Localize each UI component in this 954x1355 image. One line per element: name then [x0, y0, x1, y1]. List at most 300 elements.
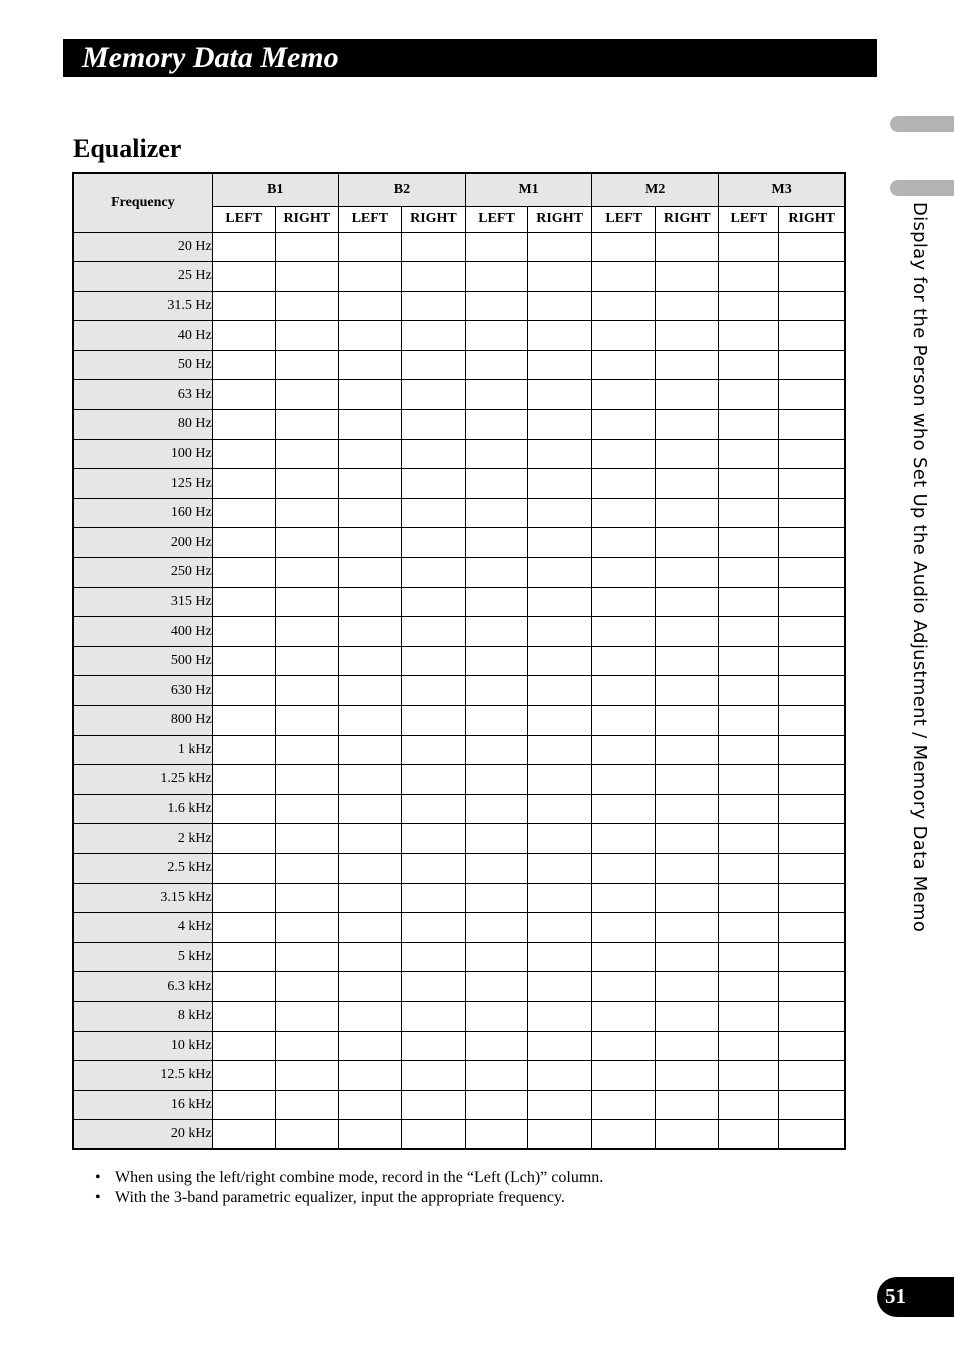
value-cell-left[interactable] — [592, 676, 656, 706]
value-cell-right[interactable] — [275, 291, 338, 321]
value-cell-left[interactable] — [592, 617, 656, 647]
value-cell-left[interactable] — [719, 439, 779, 469]
value-cell-right[interactable] — [656, 262, 719, 292]
value-cell-right[interactable] — [656, 321, 719, 351]
value-cell-left[interactable] — [212, 321, 275, 351]
value-cell-right[interactable] — [275, 883, 338, 913]
value-cell-left[interactable] — [719, 350, 779, 380]
value-cell-right[interactable] — [779, 1120, 845, 1150]
value-cell-right[interactable] — [401, 350, 465, 380]
value-cell-left[interactable] — [719, 1120, 779, 1150]
value-cell-right[interactable] — [401, 1120, 465, 1150]
value-cell-left[interactable] — [338, 853, 401, 883]
value-cell-right[interactable] — [275, 646, 338, 676]
value-cell-left[interactable] — [592, 765, 656, 795]
value-cell-left[interactable] — [212, 765, 275, 795]
value-cell-left[interactable] — [719, 469, 779, 499]
value-cell-left[interactable] — [338, 350, 401, 380]
value-cell-left[interactable] — [465, 528, 527, 558]
value-cell-right[interactable] — [656, 913, 719, 943]
value-cell-left[interactable] — [592, 706, 656, 736]
value-cell-right[interactable] — [401, 765, 465, 795]
value-cell-right[interactable] — [528, 469, 592, 499]
value-cell-right[interactable] — [401, 291, 465, 321]
value-cell-left[interactable] — [465, 883, 527, 913]
value-cell-left[interactable] — [719, 1031, 779, 1061]
value-cell-right[interactable] — [401, 1061, 465, 1091]
value-cell-left[interactable] — [465, 646, 527, 676]
value-cell-right[interactable] — [528, 498, 592, 528]
value-cell-right[interactable] — [779, 617, 845, 647]
value-cell-left[interactable] — [465, 1061, 527, 1091]
value-cell-left[interactable] — [338, 232, 401, 262]
value-cell-left[interactable] — [719, 1001, 779, 1031]
value-cell-right[interactable] — [275, 528, 338, 558]
value-cell-left[interactable] — [465, 410, 527, 440]
value-cell-right[interactable] — [401, 646, 465, 676]
value-cell-right[interactable] — [401, 321, 465, 351]
value-cell-right[interactable] — [528, 410, 592, 440]
value-cell-left[interactable] — [592, 498, 656, 528]
value-cell-left[interactable] — [592, 380, 656, 410]
value-cell-right[interactable] — [528, 883, 592, 913]
value-cell-right[interactable] — [401, 1090, 465, 1120]
value-cell-right[interactable] — [779, 232, 845, 262]
value-cell-right[interactable] — [528, 794, 592, 824]
value-cell-left[interactable] — [719, 942, 779, 972]
value-cell-right[interactable] — [401, 587, 465, 617]
value-cell-left[interactable] — [465, 676, 527, 706]
value-cell-left[interactable] — [719, 913, 779, 943]
value-cell-right[interactable] — [656, 972, 719, 1002]
value-cell-right[interactable] — [779, 558, 845, 588]
value-cell-left[interactable] — [212, 706, 275, 736]
value-cell-right[interactable] — [528, 1090, 592, 1120]
value-cell-right[interactable] — [528, 735, 592, 765]
value-cell-right[interactable] — [401, 735, 465, 765]
value-cell-right[interactable] — [528, 321, 592, 351]
value-cell-right[interactable] — [401, 1001, 465, 1031]
value-cell-right[interactable] — [779, 794, 845, 824]
value-cell-left[interactable] — [212, 350, 275, 380]
value-cell-right[interactable] — [528, 439, 592, 469]
value-cell-right[interactable] — [779, 291, 845, 321]
value-cell-left[interactable] — [719, 528, 779, 558]
value-cell-left[interactable] — [338, 321, 401, 351]
value-cell-left[interactable] — [719, 824, 779, 854]
value-cell-left[interactable] — [719, 291, 779, 321]
value-cell-right[interactable] — [401, 232, 465, 262]
value-cell-right[interactable] — [401, 794, 465, 824]
value-cell-left[interactable] — [212, 528, 275, 558]
value-cell-left[interactable] — [338, 646, 401, 676]
value-cell-right[interactable] — [779, 883, 845, 913]
value-cell-right[interactable] — [275, 794, 338, 824]
value-cell-left[interactable] — [592, 291, 656, 321]
value-cell-left[interactable] — [212, 558, 275, 588]
value-cell-left[interactable] — [212, 262, 275, 292]
value-cell-left[interactable] — [338, 735, 401, 765]
value-cell-right[interactable] — [779, 1090, 845, 1120]
value-cell-left[interactable] — [592, 972, 656, 1002]
value-cell-left[interactable] — [465, 794, 527, 824]
value-cell-right[interactable] — [275, 558, 338, 588]
value-cell-left[interactable] — [592, 321, 656, 351]
value-cell-left[interactable] — [338, 410, 401, 440]
value-cell-left[interactable] — [592, 1001, 656, 1031]
value-cell-right[interactable] — [656, 735, 719, 765]
value-cell-right[interactable] — [275, 587, 338, 617]
value-cell-left[interactable] — [465, 913, 527, 943]
value-cell-right[interactable] — [779, 646, 845, 676]
value-cell-left[interactable] — [592, 587, 656, 617]
value-cell-left[interactable] — [212, 913, 275, 943]
value-cell-right[interactable] — [656, 498, 719, 528]
value-cell-right[interactable] — [401, 410, 465, 440]
value-cell-right[interactable] — [779, 1031, 845, 1061]
value-cell-right[interactable] — [275, 439, 338, 469]
value-cell-left[interactable] — [592, 735, 656, 765]
value-cell-right[interactable] — [528, 1001, 592, 1031]
value-cell-right[interactable] — [656, 617, 719, 647]
value-cell-right[interactable] — [528, 528, 592, 558]
value-cell-right[interactable] — [275, 350, 338, 380]
value-cell-right[interactable] — [779, 676, 845, 706]
value-cell-left[interactable] — [465, 469, 527, 499]
value-cell-right[interactable] — [401, 883, 465, 913]
value-cell-left[interactable] — [212, 853, 275, 883]
value-cell-right[interactable] — [401, 262, 465, 292]
value-cell-left[interactable] — [465, 232, 527, 262]
value-cell-right[interactable] — [275, 262, 338, 292]
value-cell-left[interactable] — [338, 528, 401, 558]
value-cell-right[interactable] — [779, 321, 845, 351]
value-cell-left[interactable] — [719, 794, 779, 824]
value-cell-left[interactable] — [719, 883, 779, 913]
value-cell-right[interactable] — [528, 972, 592, 1002]
value-cell-left[interactable] — [719, 1061, 779, 1091]
value-cell-left[interactable] — [719, 232, 779, 262]
value-cell-right[interactable] — [401, 853, 465, 883]
value-cell-left[interactable] — [719, 765, 779, 795]
value-cell-right[interactable] — [401, 498, 465, 528]
value-cell-right[interactable] — [528, 646, 592, 676]
value-cell-left[interactable] — [592, 232, 656, 262]
value-cell-right[interactable] — [401, 617, 465, 647]
value-cell-right[interactable] — [779, 972, 845, 1002]
value-cell-right[interactable] — [401, 558, 465, 588]
value-cell-left[interactable] — [465, 291, 527, 321]
value-cell-right[interactable] — [401, 972, 465, 1002]
value-cell-right[interactable] — [656, 410, 719, 440]
value-cell-left[interactable] — [592, 794, 656, 824]
value-cell-right[interactable] — [656, 883, 719, 913]
value-cell-left[interactable] — [465, 824, 527, 854]
value-cell-right[interactable] — [275, 232, 338, 262]
value-cell-right[interactable] — [779, 469, 845, 499]
value-cell-left[interactable] — [212, 498, 275, 528]
value-cell-left[interactable] — [719, 735, 779, 765]
value-cell-right[interactable] — [528, 913, 592, 943]
value-cell-right[interactable] — [528, 380, 592, 410]
value-cell-left[interactable] — [338, 262, 401, 292]
value-cell-right[interactable] — [401, 676, 465, 706]
value-cell-right[interactable] — [779, 853, 845, 883]
value-cell-right[interactable] — [656, 1001, 719, 1031]
value-cell-right[interactable] — [528, 617, 592, 647]
value-cell-left[interactable] — [719, 706, 779, 736]
value-cell-left[interactable] — [338, 794, 401, 824]
value-cell-left[interactable] — [465, 439, 527, 469]
value-cell-right[interactable] — [275, 735, 338, 765]
value-cell-left[interactable] — [212, 439, 275, 469]
value-cell-right[interactable] — [779, 913, 845, 943]
value-cell-right[interactable] — [528, 824, 592, 854]
value-cell-right[interactable] — [275, 765, 338, 795]
value-cell-right[interactable] — [779, 765, 845, 795]
value-cell-left[interactable] — [465, 1090, 527, 1120]
value-cell-left[interactable] — [212, 1031, 275, 1061]
value-cell-left[interactable] — [592, 646, 656, 676]
value-cell-right[interactable] — [528, 942, 592, 972]
value-cell-left[interactable] — [338, 765, 401, 795]
value-cell-left[interactable] — [719, 646, 779, 676]
value-cell-right[interactable] — [275, 942, 338, 972]
value-cell-left[interactable] — [592, 853, 656, 883]
value-cell-right[interactable] — [656, 558, 719, 588]
value-cell-left[interactable] — [592, 469, 656, 499]
value-cell-left[interactable] — [212, 883, 275, 913]
value-cell-left[interactable] — [338, 824, 401, 854]
value-cell-left[interactable] — [465, 350, 527, 380]
value-cell-right[interactable] — [656, 706, 719, 736]
value-cell-right[interactable] — [275, 1001, 338, 1031]
value-cell-left[interactable] — [719, 410, 779, 440]
value-cell-right[interactable] — [275, 617, 338, 647]
value-cell-left[interactable] — [338, 469, 401, 499]
value-cell-right[interactable] — [528, 587, 592, 617]
value-cell-left[interactable] — [592, 1120, 656, 1150]
value-cell-right[interactable] — [275, 1031, 338, 1061]
value-cell-right[interactable] — [656, 942, 719, 972]
value-cell-right[interactable] — [779, 1001, 845, 1031]
value-cell-left[interactable] — [465, 706, 527, 736]
value-cell-left[interactable] — [338, 913, 401, 943]
value-cell-left[interactable] — [338, 1061, 401, 1091]
value-cell-left[interactable] — [338, 291, 401, 321]
value-cell-right[interactable] — [656, 469, 719, 499]
value-cell-right[interactable] — [656, 1031, 719, 1061]
value-cell-left[interactable] — [212, 942, 275, 972]
value-cell-left[interactable] — [465, 765, 527, 795]
value-cell-left[interactable] — [719, 853, 779, 883]
value-cell-right[interactable] — [656, 528, 719, 558]
value-cell-right[interactable] — [779, 587, 845, 617]
value-cell-left[interactable] — [338, 380, 401, 410]
value-cell-left[interactable] — [719, 380, 779, 410]
value-cell-left[interactable] — [592, 439, 656, 469]
value-cell-right[interactable] — [656, 853, 719, 883]
value-cell-right[interactable] — [656, 1090, 719, 1120]
value-cell-left[interactable] — [465, 380, 527, 410]
value-cell-right[interactable] — [528, 1120, 592, 1150]
value-cell-right[interactable] — [401, 913, 465, 943]
value-cell-right[interactable] — [656, 765, 719, 795]
value-cell-left[interactable] — [338, 1090, 401, 1120]
value-cell-right[interactable] — [275, 1090, 338, 1120]
value-cell-left[interactable] — [592, 824, 656, 854]
value-cell-right[interactable] — [275, 498, 338, 528]
value-cell-left[interactable] — [338, 1031, 401, 1061]
value-cell-left[interactable] — [338, 617, 401, 647]
value-cell-left[interactable] — [338, 439, 401, 469]
value-cell-left[interactable] — [338, 587, 401, 617]
value-cell-right[interactable] — [656, 824, 719, 854]
value-cell-left[interactable] — [719, 558, 779, 588]
value-cell-left[interactable] — [592, 1061, 656, 1091]
value-cell-left[interactable] — [338, 1120, 401, 1150]
value-cell-left[interactable] — [465, 972, 527, 1002]
value-cell-right[interactable] — [275, 972, 338, 1002]
value-cell-right[interactable] — [275, 410, 338, 440]
value-cell-left[interactable] — [465, 735, 527, 765]
value-cell-right[interactable] — [401, 528, 465, 558]
value-cell-right[interactable] — [656, 587, 719, 617]
value-cell-right[interactable] — [275, 469, 338, 499]
value-cell-right[interactable] — [275, 380, 338, 410]
value-cell-left[interactable] — [719, 972, 779, 1002]
value-cell-left[interactable] — [719, 321, 779, 351]
value-cell-right[interactable] — [528, 676, 592, 706]
value-cell-left[interactable] — [719, 617, 779, 647]
value-cell-left[interactable] — [212, 232, 275, 262]
value-cell-left[interactable] — [212, 1120, 275, 1150]
value-cell-left[interactable] — [212, 291, 275, 321]
value-cell-left[interactable] — [338, 706, 401, 736]
value-cell-right[interactable] — [275, 706, 338, 736]
value-cell-left[interactable] — [338, 676, 401, 706]
value-cell-right[interactable] — [275, 853, 338, 883]
value-cell-right[interactable] — [779, 942, 845, 972]
value-cell-left[interactable] — [592, 558, 656, 588]
value-cell-left[interactable] — [592, 1090, 656, 1120]
value-cell-left[interactable] — [212, 1090, 275, 1120]
value-cell-left[interactable] — [212, 824, 275, 854]
value-cell-right[interactable] — [779, 350, 845, 380]
value-cell-right[interactable] — [656, 291, 719, 321]
value-cell-right[interactable] — [779, 498, 845, 528]
value-cell-right[interactable] — [401, 469, 465, 499]
value-cell-right[interactable] — [656, 232, 719, 262]
value-cell-left[interactable] — [719, 1090, 779, 1120]
value-cell-left[interactable] — [465, 942, 527, 972]
value-cell-right[interactable] — [401, 1031, 465, 1061]
value-cell-left[interactable] — [338, 498, 401, 528]
value-cell-right[interactable] — [656, 380, 719, 410]
value-cell-right[interactable] — [528, 291, 592, 321]
value-cell-left[interactable] — [465, 587, 527, 617]
value-cell-left[interactable] — [338, 1001, 401, 1031]
value-cell-left[interactable] — [212, 972, 275, 1002]
value-cell-left[interactable] — [338, 942, 401, 972]
value-cell-right[interactable] — [779, 410, 845, 440]
value-cell-right[interactable] — [779, 439, 845, 469]
value-cell-left[interactable] — [212, 1001, 275, 1031]
value-cell-left[interactable] — [338, 972, 401, 1002]
value-cell-left[interactable] — [465, 617, 527, 647]
value-cell-right[interactable] — [401, 942, 465, 972]
value-cell-left[interactable] — [338, 558, 401, 588]
value-cell-left[interactable] — [212, 1061, 275, 1091]
value-cell-left[interactable] — [212, 794, 275, 824]
value-cell-right[interactable] — [528, 706, 592, 736]
value-cell-right[interactable] — [656, 439, 719, 469]
value-cell-right[interactable] — [275, 913, 338, 943]
value-cell-right[interactable] — [401, 706, 465, 736]
value-cell-right[interactable] — [656, 1120, 719, 1150]
value-cell-right[interactable] — [275, 824, 338, 854]
value-cell-right[interactable] — [401, 824, 465, 854]
value-cell-right[interactable] — [275, 1061, 338, 1091]
value-cell-left[interactable] — [212, 587, 275, 617]
value-cell-right[interactable] — [401, 439, 465, 469]
value-cell-right[interactable] — [528, 1061, 592, 1091]
value-cell-left[interactable] — [592, 1031, 656, 1061]
value-cell-left[interactable] — [465, 321, 527, 351]
value-cell-right[interactable] — [779, 735, 845, 765]
value-cell-right[interactable] — [401, 380, 465, 410]
value-cell-left[interactable] — [212, 380, 275, 410]
value-cell-right[interactable] — [656, 646, 719, 676]
value-cell-left[interactable] — [212, 735, 275, 765]
value-cell-left[interactable] — [719, 587, 779, 617]
value-cell-left[interactable] — [592, 942, 656, 972]
value-cell-right[interactable] — [275, 321, 338, 351]
value-cell-right[interactable] — [528, 765, 592, 795]
value-cell-right[interactable] — [656, 794, 719, 824]
value-cell-right[interactable] — [528, 853, 592, 883]
value-cell-right[interactable] — [656, 676, 719, 706]
value-cell-right[interactable] — [779, 706, 845, 736]
value-cell-right[interactable] — [779, 824, 845, 854]
value-cell-left[interactable] — [465, 1031, 527, 1061]
value-cell-left[interactable] — [212, 646, 275, 676]
value-cell-right[interactable] — [656, 350, 719, 380]
value-cell-right[interactable] — [528, 558, 592, 588]
value-cell-left[interactable] — [592, 528, 656, 558]
value-cell-right[interactable] — [656, 1061, 719, 1091]
value-cell-left[interactable] — [212, 410, 275, 440]
value-cell-left[interactable] — [592, 350, 656, 380]
value-cell-left[interactable] — [465, 558, 527, 588]
value-cell-right[interactable] — [275, 676, 338, 706]
value-cell-left[interactable] — [212, 676, 275, 706]
value-cell-right[interactable] — [779, 1061, 845, 1091]
value-cell-left[interactable] — [212, 469, 275, 499]
value-cell-left[interactable] — [719, 676, 779, 706]
value-cell-left[interactable] — [719, 498, 779, 528]
value-cell-left[interactable] — [465, 1001, 527, 1031]
value-cell-right[interactable] — [528, 1031, 592, 1061]
value-cell-left[interactable] — [338, 883, 401, 913]
value-cell-right[interactable] — [275, 1120, 338, 1150]
value-cell-left[interactable] — [592, 410, 656, 440]
value-cell-left[interactable] — [592, 913, 656, 943]
value-cell-right[interactable] — [779, 262, 845, 292]
value-cell-right[interactable] — [528, 262, 592, 292]
value-cell-left[interactable] — [465, 853, 527, 883]
value-cell-left[interactable] — [592, 883, 656, 913]
